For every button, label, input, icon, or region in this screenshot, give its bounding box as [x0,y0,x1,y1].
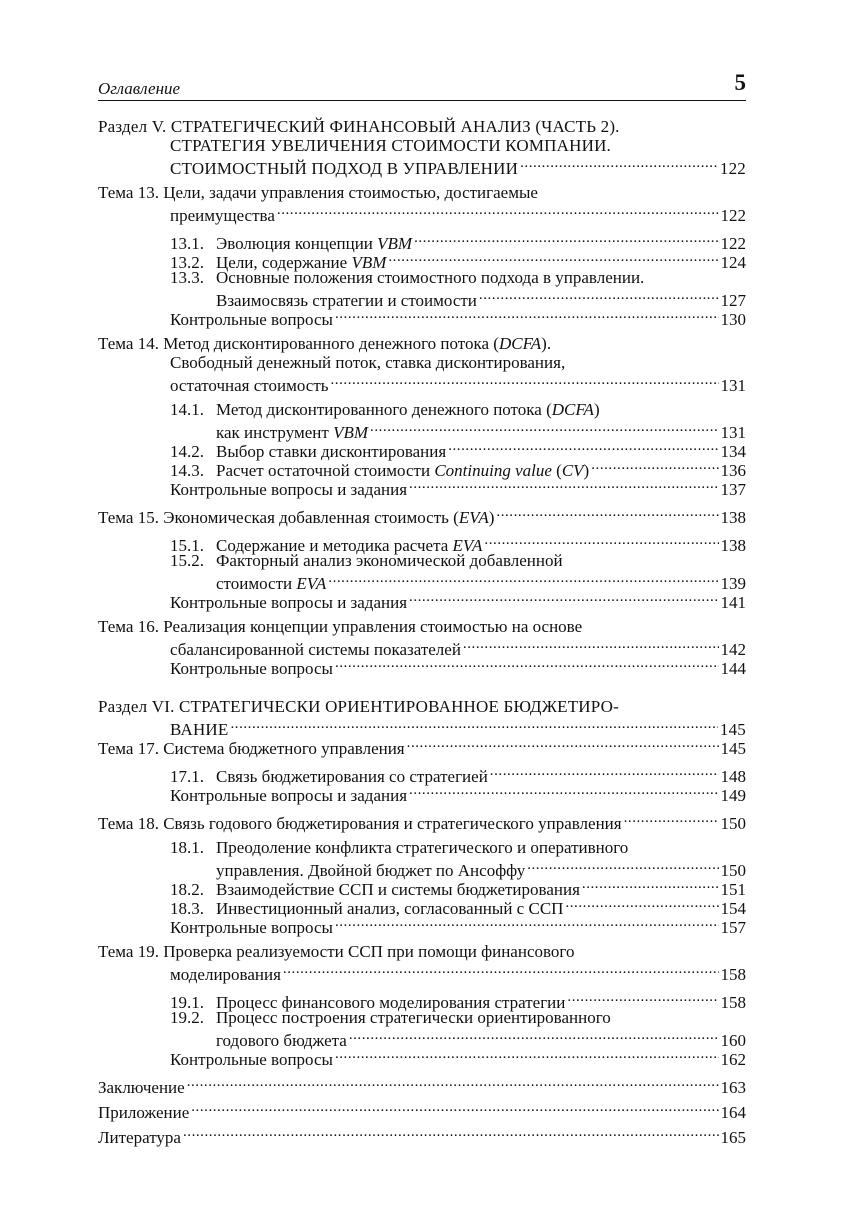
toc-questions: Контрольные вопросы [170,310,333,329]
toc-line: как инструмент [216,423,334,442]
toc-page-number: 139 [720,574,746,593]
leader-dots [370,419,718,438]
toc-page-number: 122 [720,206,746,225]
leader-dots [448,438,718,457]
toc-line: Тема 19. Проверка реализуемости ССП при помощи финансового [98,942,575,961]
leader-dots [414,230,718,249]
toc-questions: Контрольные вопросы [170,918,333,937]
toc-page-number: 131 [720,423,746,442]
toc-line: Процесс построения стратегически ориентированного [216,1008,611,1027]
toc-questions: Контрольные вопросы [170,659,333,678]
toc-abbrev: DCFA [551,400,594,419]
toc-line: управления. Двойной бюджет по Ансоффу [216,861,526,880]
toc-line: Тема 16. Реализация концепции управления стоимостью на основе [98,617,583,636]
toc-line: Процесс финансового моделирования стратегии [216,993,566,1012]
leader-dots [335,1046,719,1065]
toc-page-number: 157 [720,918,746,937]
toc-page-number: 163 [720,1078,746,1097]
toc-page-number: 150 [720,814,746,833]
toc-line: Приложение [98,1103,190,1122]
toc-page-number: 154 [720,899,746,918]
leader-dots [328,570,718,589]
toc-page-number: 136 [720,461,746,480]
toc-page-number: 138 [720,536,746,555]
toc-line: Связь бюджетирования со стратегией [216,767,488,786]
toc-page-number: 158 [720,965,746,984]
toc-page-number: 145 [719,720,746,739]
toc-line: Преодоление конфликта стратегического и оперативного [216,838,629,857]
toc-line: стоимости [216,574,297,593]
leader-dots [183,1124,719,1143]
leader-dots [191,1099,718,1118]
toc-abbrev: EVA [296,574,327,593]
toc-page-number: 122 [719,159,746,178]
toc-topic-16 [98,617,746,678]
page-number: 5 [734,70,746,95]
leader-dots [335,306,719,325]
leader-dots [624,810,719,829]
toc-line: годового бюджета [216,1031,347,1050]
toc-page-number: 149 [720,786,746,805]
leader-dots [283,961,719,980]
toc-line: СТОИМОСТНЫЙ ПОДХОД В УПРАВЛЕНИИ [170,159,519,178]
toc-line: Тема 17. Система бюджетного управления [98,739,405,758]
toc-line: Инвестиционный анализ, согласованный с ССП [216,899,564,918]
leader-dots [409,476,718,495]
toc-line: Свободный денежный поток, ставка дисконтирования, [170,353,566,372]
toc-page-number: 130 [720,310,746,329]
subsection-number: 15.1. [170,536,204,555]
toc-page-number: 122 [720,234,746,253]
toc-page-number: 124 [720,253,746,272]
leader-dots [230,716,717,735]
toc-line: Основные положения стоимостного подхода в управлении. [216,268,645,287]
leader-dots [407,735,719,754]
leader-dots [409,589,718,608]
leader-dots [409,782,718,801]
toc-topic-18 [98,810,746,937]
toc-line: преимущества [170,206,275,225]
toc-questions: Контрольные вопросы и задания [170,786,408,805]
toc-line: Факторный анализ экономической добавленной [216,551,563,570]
toc-line: Заключение [98,1078,185,1097]
toc-line: Содержание и методика расчета [216,536,453,555]
toc-abbrev: DCFA [498,334,542,353]
toc-page-number: 164 [720,1103,746,1122]
toc-page-number: 145 [720,739,746,758]
subsection-number: 19.1. [170,993,204,1012]
running-head-title: Оглавление [98,79,181,98]
toc-line: Расчет остаточной стоимости [216,461,435,480]
leader-dots [527,857,718,876]
toc-line: Раздел VI. СТРАТЕГИЧЕСКИ ОРИЕНТИРОВАННОЕ БЮДЖЕТИРО- [98,697,619,716]
toc-page-number: 151 [720,880,746,899]
leader-dots [567,989,718,1008]
toc-topic-14 [98,334,746,499]
toc-questions: Контрольные вопросы [170,1050,333,1069]
leader-dots [591,457,718,476]
toc-line: ). [541,334,552,353]
leader-dots [187,1074,719,1093]
toc-section-5 [98,117,746,178]
toc-topic-17 [98,735,746,805]
toc-line: Выбор ставки дисконтирования [216,442,447,461]
leader-dots [463,636,719,655]
subsection-number: 13.2. [170,253,204,272]
toc-abbrev: CV [561,461,584,480]
subsection-number: 13.1. [170,234,204,253]
toc-page-number: 160 [720,1031,746,1050]
toc-line: Раздел V. СТРАТЕГИЧЕСКИЙ ФИНАНСОВЫЙ АНАЛИЗ (ЧАСТЬ 2). [98,117,620,136]
toc-page-number: 131 [720,376,746,395]
subsection-number: 18.1. [170,838,204,857]
leader-dots [565,895,718,914]
toc-line: Тема 14. Метод дисконтированного денежного потока ( [98,334,499,353]
toc-page-number: 165 [720,1128,746,1147]
toc-line: ) [593,400,600,419]
leader-dots [331,372,719,391]
toc-line: Цели, содержание [216,253,352,272]
leader-dots [349,1027,719,1046]
subsection-number: 15.2. [170,551,204,570]
toc-page-number: 138 [720,508,746,527]
toc-line: ) [583,461,590,480]
toc-line: моделирования [170,965,281,984]
toc-page-number: 162 [720,1050,746,1069]
subsection-number: 14.3. [170,461,204,480]
leader-dots [479,287,719,306]
toc-page [98,70,746,1147]
toc-questions: Контрольные вопросы и задания [170,480,408,499]
toc-abbrev: EVA [452,536,483,555]
leader-dots [335,655,719,674]
toc-topic-15 [98,504,746,612]
toc-abbrev: VBM [333,423,369,442]
toc-line: ВАНИЕ [170,720,229,739]
toc-page-number: 148 [720,767,746,786]
toc-topic-13 [98,183,746,329]
toc-line: Тема 13. Цели, задачи управления стоимостью, достигаемые [98,183,538,202]
toc-abbrev: EVA [458,508,489,527]
leader-dots [582,876,719,895]
toc-line: Эволюция концепции [216,234,378,253]
toc-line: ( [551,461,562,480]
toc-line: Тема 18. Связь годового бюджетирования и стратегического управления [98,814,622,833]
leader-dots [490,763,719,782]
leader-dots [496,504,718,523]
toc-end-matter [98,1074,746,1147]
toc-line: Литература [98,1128,181,1147]
subsection-number: 14.1. [170,400,204,419]
toc-page-number: 142 [720,640,746,659]
running-head [98,70,746,101]
toc-line: СТРАТЕГИЯ УВЕЛИЧЕНИЯ СТОИМОСТИ КОМПАНИИ. [170,136,612,155]
toc-page-number: 144 [720,659,746,678]
subsection-number: 18.3. [170,899,204,918]
subsection-number: 19.2. [170,1008,204,1027]
leader-dots [484,532,718,551]
subsection-number: 18.2. [170,880,204,899]
toc-line: сбалансированной системы показателей [170,640,461,659]
toc-abbrev: VBM [351,253,387,272]
subsection-number: 13.3. [170,268,204,287]
toc-line: Взаимодействие ССП и системы бюджетирования [216,880,580,899]
leader-dots [388,249,718,268]
leader-dots [335,914,719,933]
toc-page-number: 137 [720,480,746,499]
toc-page-number: 158 [720,993,746,1012]
toc-line: Взаимосвязь стратегии и стоимости [216,291,477,310]
toc-topic-19 [98,942,746,1069]
leader-dots [520,155,718,174]
toc-page-number: 141 [720,593,746,612]
toc-line: ) [488,508,495,527]
subsection-number: 17.1. [170,767,204,786]
toc-line: Тема 15. Экономическая добавленная стоимость ( [98,508,459,527]
toc-abbrev: Continuing value [434,461,552,480]
toc-line: остаточная стоимость [170,376,329,395]
toc-page-number: 127 [720,291,746,310]
toc-abbrev: VBM [377,234,413,253]
subsection-number: 14.2. [170,442,204,461]
toc-section-6 [98,697,746,739]
toc-line: Метод дисконтированного денежного потока ( [216,400,552,419]
toc-page-number: 150 [720,861,746,880]
toc-page-number: 134 [720,442,746,461]
toc-questions: Контрольные вопросы и задания [170,593,408,612]
leader-dots [277,202,719,221]
